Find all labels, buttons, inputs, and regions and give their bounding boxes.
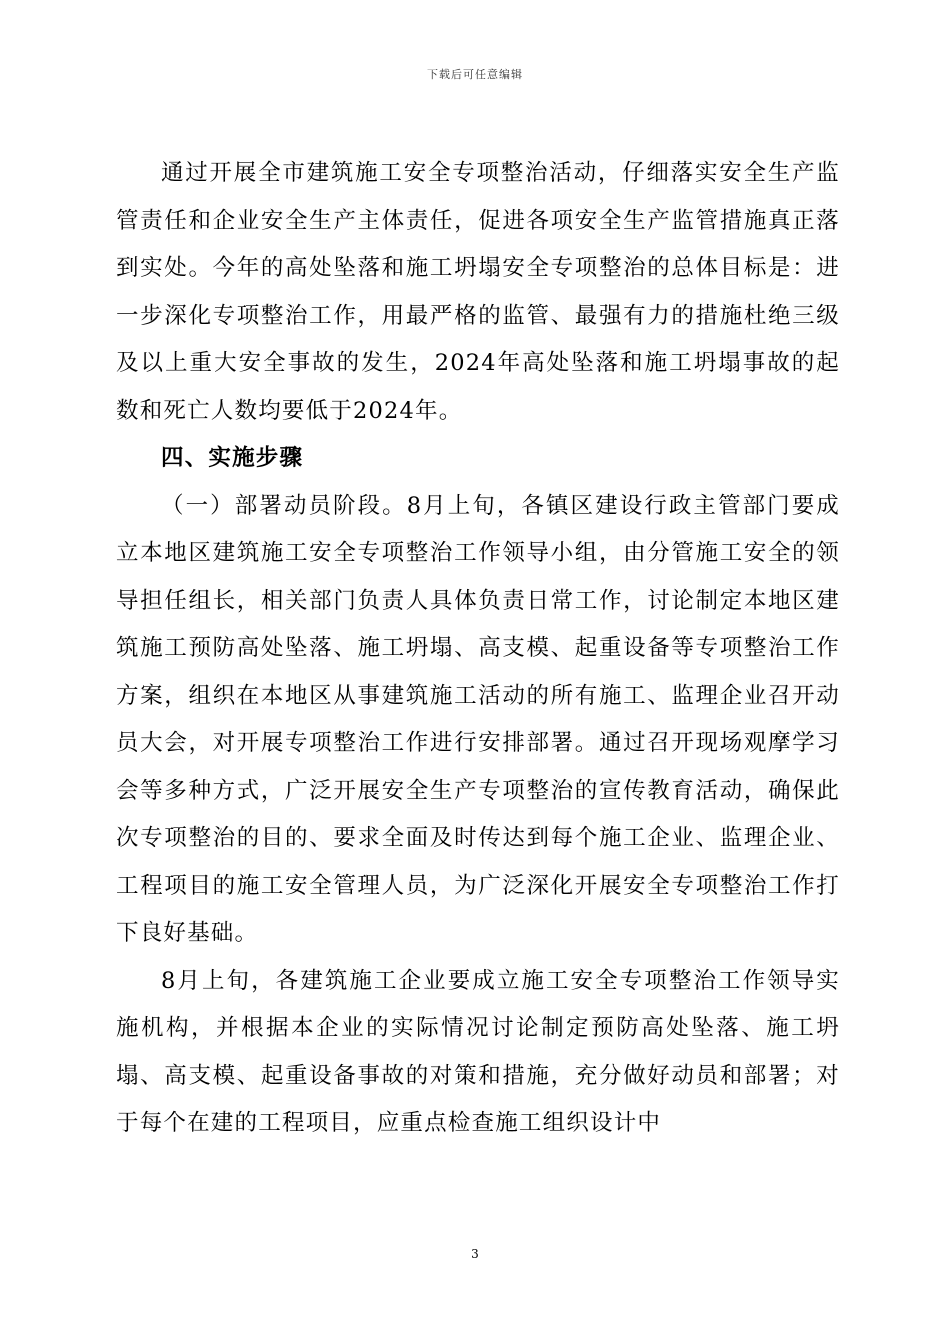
paragraph-goals: 通过开展全市建筑施工安全专项整治活动，仔细落实安全生产监管责任和企业安全生产主体责任，促进各项安全生产监管措施真正落到实处。今年的高处坠落和施工坍塌安全专项整治的总体目标是：进一步深化专项整治工作，用最严格的监管、最强有力的措施杜绝三级及以上重大安全事故的发生，2024年高处坠落和施工坍塌事故的起数和死亡人数均要低于2024年。 [116, 160, 840, 424]
paragraph-enterprise-measures: 8月上旬，各建筑施工企业要成立施工安全专项整治工作领导实施机构，并根据本企业的实际情况讨论制定预防高处坠落、施工坍塌、高支模、起重设备事故的对策和措施，充分做好动员和部署；对于每个在建的工程项目，应重点检查施工组织设计中 [116, 967, 840, 1136]
document-body [116, 150, 840, 1148]
section-heading-implementation-steps: 四、实施步骤 [161, 445, 304, 471]
page-header: 下载后可任意编辑 [427, 68, 523, 81]
paragraph-deployment-stage: （一）部署动员阶段。8月上旬，各镇区建设行政主管部门要成立本地区建筑施工安全专项整治工作领导小组，由分管施工安全的领导担任组长，相关部门负责人具体负责日常工作，讨论制定本地区建筑施工预防高处坠落、施工坍塌、高支模、起重设备等专项整治工作方案，组织在本地区从事建筑施工活动的所有施工、监理企业召开动员大会，对开展专项整治工作进行安排部署。通过召开现场观摩学习会等多种方式，广泛开展安全生产专项整治的宣传教育活动，确保此次专项整治的目的、要求全面及时传达到每个施工企业、监理企业、工程项目的施工安全管理人员，为广泛深化开展安全专项整治工作打下良好基础。 [116, 492, 840, 946]
page-number: 3 [471, 1247, 479, 1261]
